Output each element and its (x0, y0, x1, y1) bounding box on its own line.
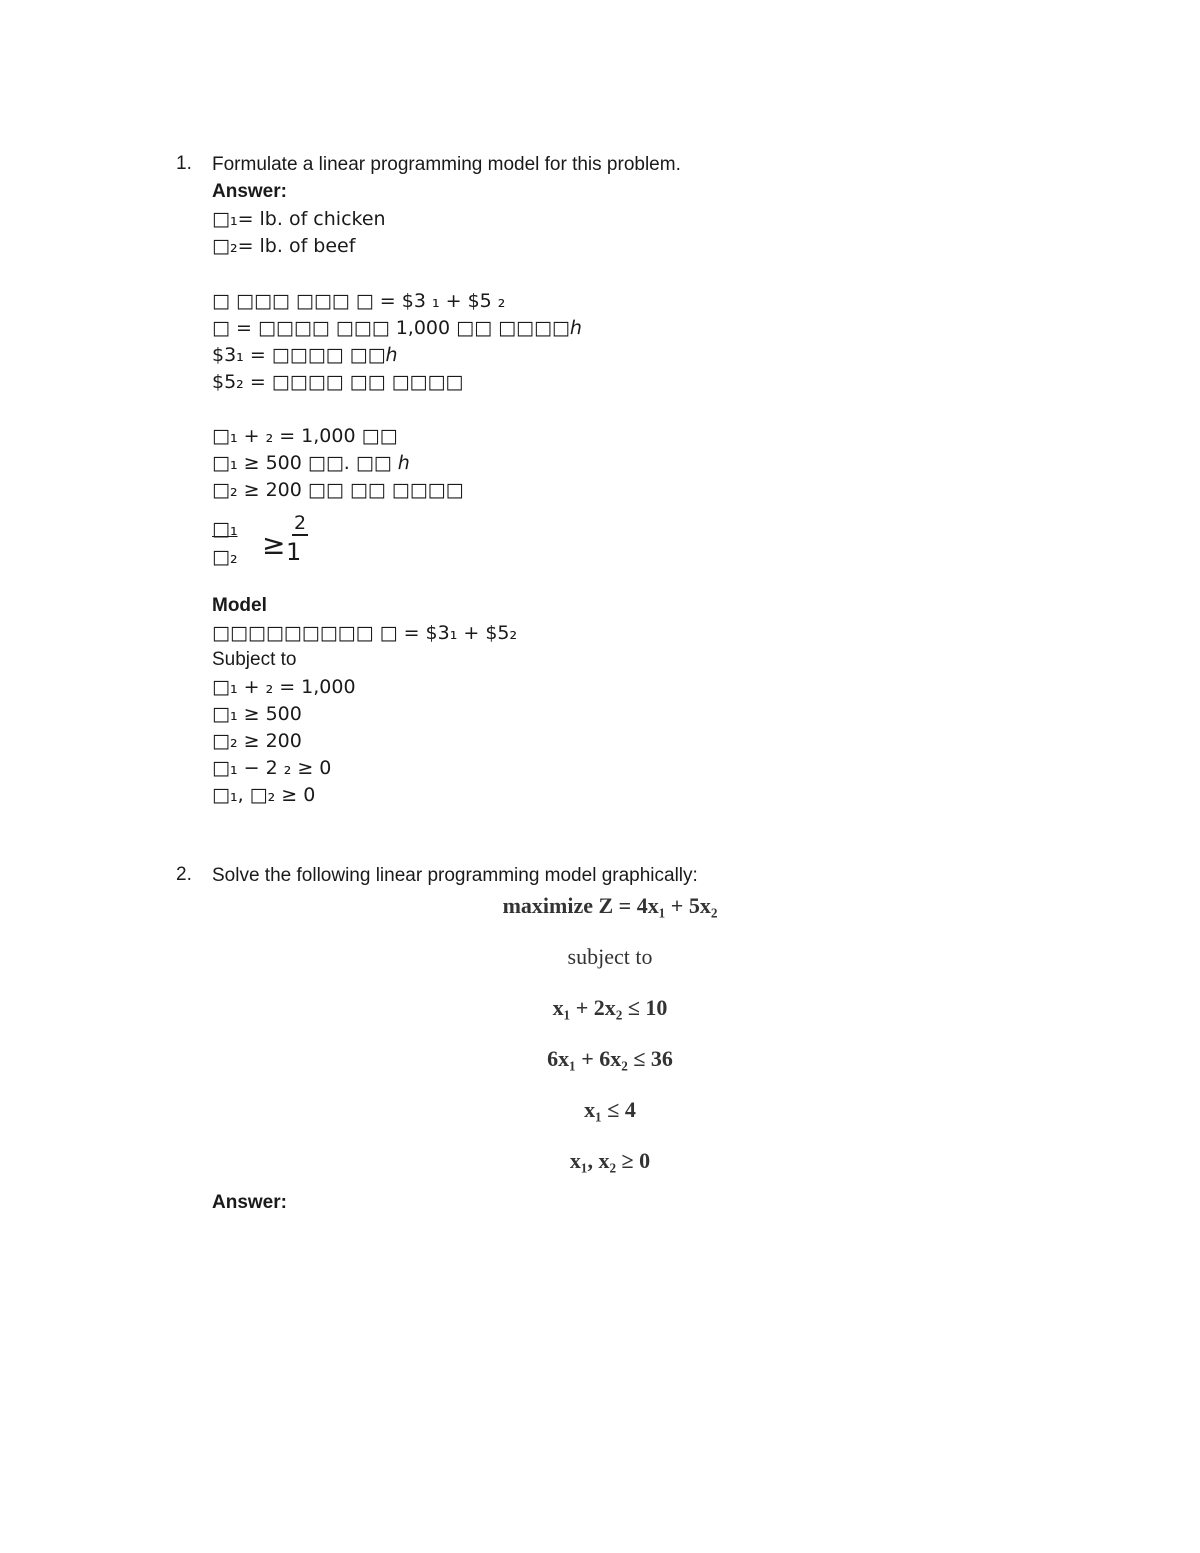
ratio-fraction (212, 510, 332, 570)
q2-number: 2. (176, 864, 192, 885)
model-constraint-3: □₂ ≥ 200 (212, 730, 302, 752)
q2-answer-label: Answer: (212, 1192, 287, 1213)
model-constraint-2: □₁ ≥ 500 (212, 703, 302, 725)
q1-prompt: Formulate a linear programming model for this problem. (212, 154, 681, 175)
q1-var-2: □₂= lb. of beef (212, 235, 356, 257)
fraction-operator: ≥ (262, 528, 286, 561)
image-constraint-2: 6x₁ + 6x₂ ≤ 36 (547, 1046, 673, 1071)
image-nonnegativity: x₁, x₂ ≥ 0 (569, 1148, 651, 1173)
image-constraint-1: x₁ + 2x₂ ≤ 10 (552, 995, 668, 1020)
model-heading: Model (212, 595, 267, 616)
fraction-right-denominator: 1 (286, 538, 302, 566)
model-subject-to: Subject to (212, 649, 297, 670)
q1-answer-label: Answer: (212, 181, 287, 202)
q1-def-1: □ □□□ □□□ □ = $3 ₁ + $5 ₂ (212, 290, 506, 312)
image-subject-to: subject to (567, 944, 653, 969)
model-objective: □□□□□□□□□ □ = $3₁ + $5₂ (212, 622, 518, 644)
q1-constraint-3: □₂ ≥ 200 □□ □□ □□□□ (212, 479, 464, 501)
fraction-right-numerator: 2 (294, 512, 307, 534)
fraction-left-numerator: □₁ (212, 518, 238, 540)
q1-def-2: □ = □□□□ □□□ 1,000 □□ □□□□ℎ (212, 317, 582, 339)
q1-constraint-1: □₁ + ₂ = 1,000 □□ (212, 425, 398, 447)
fraction-left-denominator: □₂ (212, 546, 238, 568)
q1-def-3: $3₁ = □□□□ □□ℎ (212, 344, 398, 366)
q1-constraint-2: □₁ ≥ 500 □□. □□ ℎ (212, 452, 410, 474)
model-constraint-4: □₁ − 2 ₂ ≥ 0 (212, 757, 332, 779)
image-objective: maximize Z = 4x₁ + 5x₂ (502, 893, 718, 918)
model-nonnegativity: □₁, □₂ ≥ 0 (212, 784, 316, 806)
q1-def-4: $5₂ = □□□□ □□ □□□□ (212, 371, 464, 393)
image-constraint-3: x₁ ≤ 4 (584, 1097, 636, 1122)
lp-model-image (470, 893, 750, 1183)
model-constraint-1: □₁ + ₂ = 1,000 (212, 676, 356, 698)
q2-prompt: Solve the following linear programming model graphically: (212, 865, 698, 886)
q1-number: 1. (176, 153, 192, 174)
q1-var-1: □₁= lb. of chicken (212, 208, 386, 230)
